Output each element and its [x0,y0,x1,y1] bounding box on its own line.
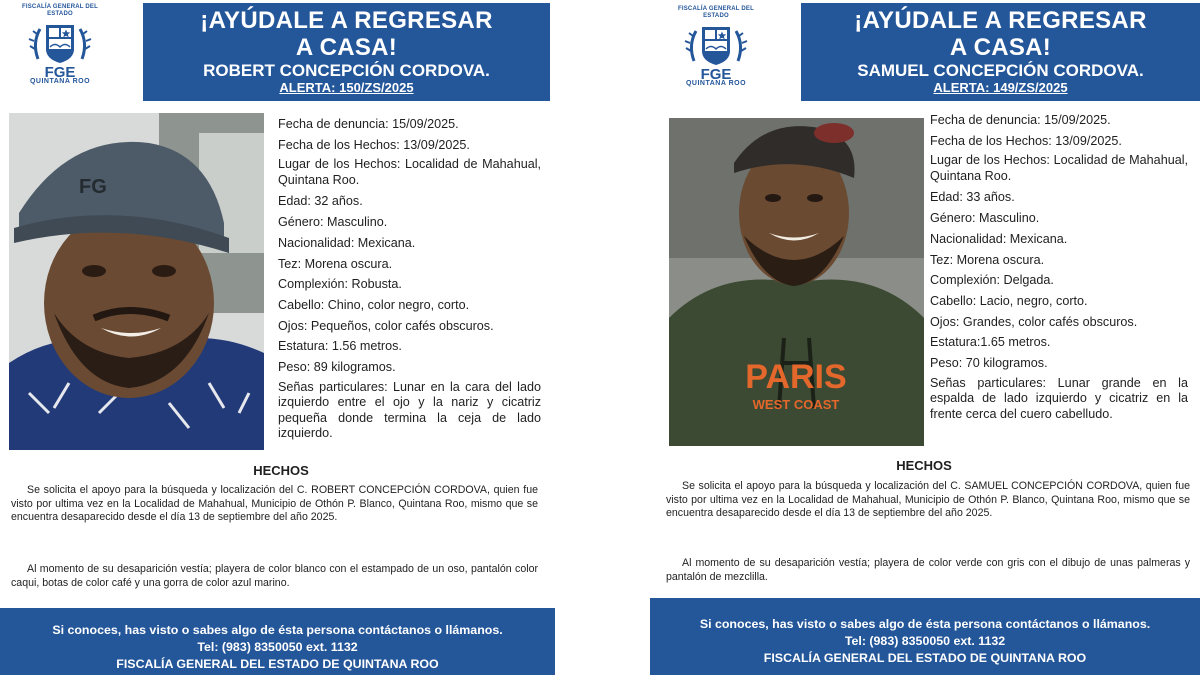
hechos-paragraph-1: Se solicita el apoyo para la búsqueda y localización del C. ROBERT CONCEPCIÓN CORDOVA, quien fue visto por ultima vez en la Localidad de Mahahual, Municipio de Othón P. Blanco, Quintana Roo, mismo que se encuentra desaparecido desde el día 13 de septiembre del año 2025. [11,484,538,524]
fge-seal-icon [28,19,92,79]
alert-number: ALERTA: 149/ZS/2025 [933,80,1068,95]
detail-lugar: Lugar de los Hechos: Localidad de Mahahual, Quintana Roo. [930,153,1188,183]
detail-fecha-hechos: Fecha de los Hechos: 13/09/2025. [278,137,470,152]
detail-genero: Género: Masculino. [278,215,388,230]
hechos-paragraph-2: Al momento de su desaparición vestía; playera de color blanco con el estampado de un oso, pantalón color caqui, botas de color café y una gorra de color azul marino. [11,563,538,589]
alert-number: ALERTA: 150/ZS/2025 [279,80,414,95]
missing-person-poster-robert [0,0,562,675]
detail-complexion: Complexión: Robusta. [278,277,402,292]
hechos-paragraph-2: Al momento de su desaparición vestía; playera de color verde con gris con el dibujo de unas palmeras y pantalón de mezclilla. [666,557,1190,583]
detail-lugar: Lugar de los Hechos: Localidad de Mahahual, Quintana Roo. [278,157,541,187]
header-line-1: ¡AYÚDALE A REGRESAR [854,7,1147,34]
detail-nacionalidad: Nacionalidad: Mexicana. [930,231,1068,246]
detail-estatura: Estatura:1.65 metros. [930,335,1051,350]
person-photo-image [669,118,924,446]
fge-seal-icon [684,21,748,81]
person-name: ROBERT CONCEPCIÓN CORDOVA. [203,61,490,80]
detail-cabello: Cabello: Lacio, negro, corto. [930,293,1088,308]
detail-cabello: Cabello: Chino, color negro, corto. [278,297,470,312]
detail-fecha-denuncia: Fecha de denuncia: 15/09/2025. [930,113,1111,127]
person-photo [669,118,924,446]
footer-phone: Tel: (983) 8350050 ext. 1132 [844,634,1006,648]
detail-ojos: Ojos: Grandes, color cafés obscuros. [930,314,1138,329]
shirt-print-top: PARIS [745,358,847,396]
person-details [278,114,541,445]
person-photo-image [9,113,264,450]
logo-state-text: QUINTANA ROO [29,78,91,85]
detail-edad: Edad: 32 años. [278,194,363,209]
detail-ojos: Ojos: Pequeños, color cafés obscuros. [278,318,494,333]
footer-agency: FISCALÍA GENERAL DEL ESTADO DE QUINTANA ROO [116,657,439,671]
contact-footer [0,608,555,675]
cap-logo-icon: FG [79,176,107,198]
person-photo [9,113,264,450]
poster-divider [562,0,648,675]
footer-line-1: Si conoces, has visto o sabes algo de ésta persona contáctanos o llámanos. [52,623,503,637]
poster-header [143,3,550,101]
fge-logo [10,4,110,85]
detail-tez: Tez: Morena oscura. [930,252,1045,267]
detail-nacionalidad: Nacionalidad: Mexicana. [278,235,416,250]
detail-peso: Peso: 70 kilogramos. [930,356,1048,371]
header-line-2: A CASA! [949,34,1052,61]
detail-senas: Señas particulares: Lunar grande en la espalda de lado izquierdo y cicatriz en la frente cerca del cuero cabelludo. [930,375,1188,421]
footer-line-1: Si conoces, has visto o sabes algo de ésta persona contáctanos o llámanos. [699,617,1151,631]
logo-state-text: QUINTANA ROO [685,80,747,87]
footer-agency: FISCALÍA GENERAL DEL ESTADO DE QUINTANA ROO [763,651,1087,665]
hechos-heading: HECHOS [253,463,309,478]
detail-peso: Peso: 89 kilogramos. [278,360,396,375]
logo-acronym: FGE [700,66,732,81]
contact-footer [650,598,1200,675]
logo-org-text: FISCALÍA GENERAL DEL ESTADO [21,4,98,17]
detail-estatura: Estatura: 1.56 metros. [278,339,402,354]
poster-header [801,3,1200,101]
hechos-paragraph-1: Se solicita el apoyo para la búsqueda y localización del C. SAMUEL CONCEPCIÓN CORDOVA, quien fue visto por ultima vez en la Localidad de Mahahual, Municipio de Othón P. Blanco, Quintana Roo, mismo que se encuentra desaparecido desde el día 13 de septiembre del año 2025. [666,480,1190,520]
detail-senas: Señas particulares: Lunar en la cara del lado izquierdo entre el ojo y la nariz y cicatriz pequeña donde termina la ceja de lado izquierdo. [278,379,541,441]
person-details [930,110,1188,425]
header-line-2: A CASA! [295,34,398,61]
person-name: SAMUEL CONCEPCIÓN CORDOVA. [857,61,1144,80]
detail-tez: Tez: Morena oscura. [278,256,393,271]
detail-edad: Edad: 33 años. [930,190,1015,205]
logo-org-text: FISCALÍA GENERAL DEL ESTADO [677,6,754,19]
missing-person-poster-samuel [648,0,1200,675]
detail-fecha-denuncia: Fecha de denuncia: 15/09/2025. [278,117,459,131]
detail-complexion: Complexión: Delgada. [930,273,1054,288]
detail-genero: Género: Masculino. [930,211,1040,226]
shirt-print-bottom: WEST COAST [752,397,840,412]
footer-phone: Tel: (983) 8350050 ext. 1132 [197,640,358,654]
detail-fecha-hechos: Fecha de los Hechos: 13/09/2025. [930,133,1122,148]
fge-logo [666,6,766,87]
logo-acronym: FGE [44,64,76,79]
header-line-1: ¡AYÚDALE A REGRESAR [200,7,493,34]
hechos-heading: HECHOS [896,458,952,473]
